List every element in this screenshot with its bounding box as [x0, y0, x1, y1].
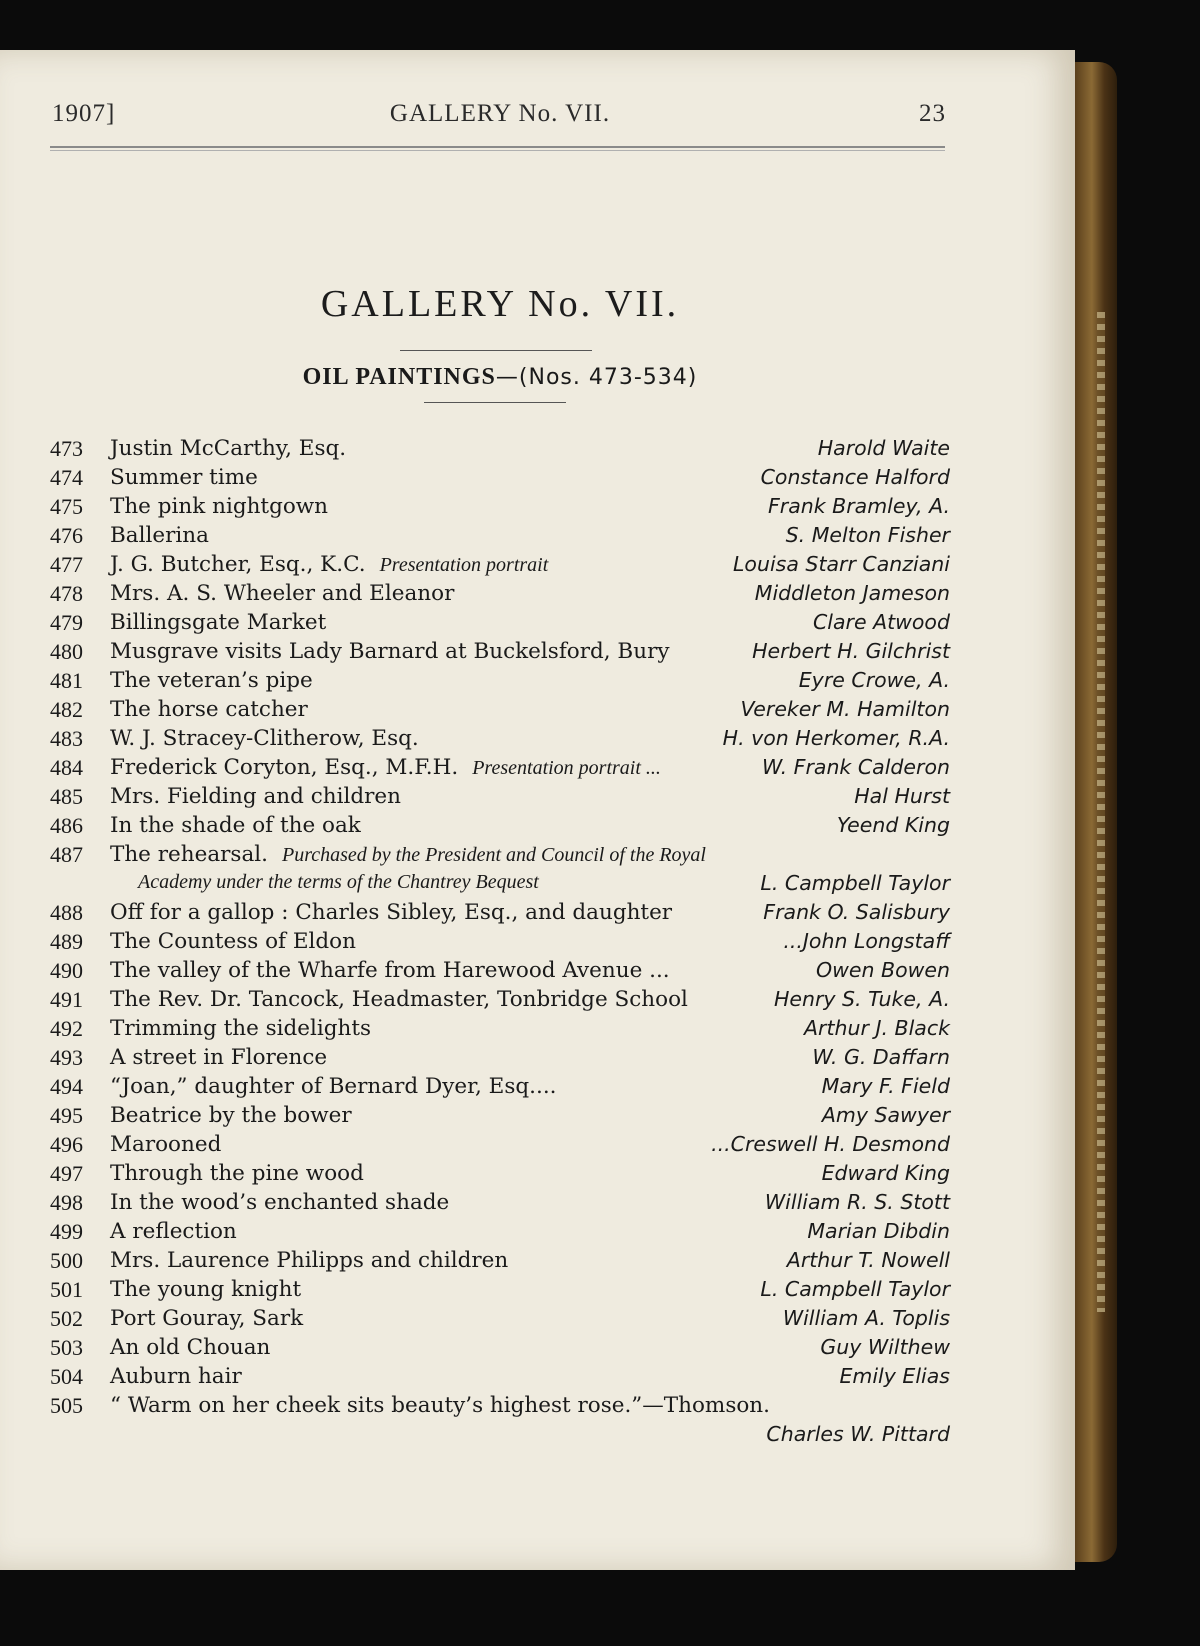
entry-title-text: The Countess of Eldon [110, 929, 356, 954]
entry-title [110, 1277, 301, 1302]
entry-artist: Owen Bowen [815, 958, 950, 982]
entry-artist: William R. S. Stott [764, 1190, 950, 1214]
entry-artist: L. Campbell Taylor [760, 871, 950, 895]
catalogue-entry [50, 929, 950, 958]
entry-artist: William A. Toplis [782, 1306, 950, 1330]
catalogue-entry [50, 1277, 950, 1306]
catalogue-entry [50, 581, 950, 610]
entry-title [110, 697, 308, 722]
entry-number: 475 [50, 494, 83, 519]
catalogue-entry [50, 1103, 950, 1132]
entry-title-text: An old Chouan [110, 1335, 271, 1360]
entry-number: 476 [50, 523, 83, 548]
catalogue-entry [50, 1074, 950, 1103]
entry-artist: Frank O. Salisbury [763, 900, 950, 924]
catalogue-entry [50, 1016, 950, 1045]
page-number: 23 [919, 100, 946, 127]
entry-title-text: Port Gouray, Sark [110, 1306, 304, 1331]
entry-number: 492 [50, 1016, 83, 1041]
entry-title-text: A street in Florence [110, 1045, 328, 1070]
entry-title [110, 1364, 242, 1389]
entry-continuation [50, 871, 950, 900]
entry-number: 490 [50, 958, 83, 983]
entry-number: 495 [50, 1103, 83, 1128]
entry-artist: L. Campbell Taylor [760, 1277, 950, 1301]
entry-title [110, 1306, 303, 1331]
section-subtitle [0, 364, 1000, 391]
subtitle-range: —(Nos. 473-534) [495, 365, 698, 390]
entry-title [110, 929, 356, 954]
entry-artist: W. Frank Calderon [762, 755, 950, 779]
entry-title-text: Trimming the sidelights [110, 1016, 372, 1041]
entry-title [110, 610, 326, 635]
entry-title-text: The Rev. Dr. Tancock, Headmaster, Tonbridge School [110, 987, 688, 1012]
entry-title [110, 784, 401, 809]
entry-title [110, 1393, 770, 1418]
entry-artist: Arthur T. Nowell [786, 1248, 950, 1272]
entry-number: 478 [50, 581, 83, 606]
running-head-year: 1907] [52, 100, 116, 127]
catalogue-entry [50, 1045, 950, 1074]
entry-artist: Amy Sawyer [821, 1103, 950, 1127]
entry-artist: Mary F. Field [821, 1074, 950, 1098]
entry-number: 487 [50, 842, 83, 867]
entry-title-text: In the shade of the oak [110, 813, 361, 838]
catalogue-entry [50, 465, 950, 494]
entry-number: 504 [50, 1364, 83, 1389]
entry-number: 503 [50, 1335, 83, 1360]
entry-title [110, 1161, 364, 1186]
entry-title [110, 1190, 449, 1215]
catalogue-entry [50, 726, 950, 755]
entry-title-text: The young knight [110, 1277, 302, 1302]
entry-title-text: Musgrave visits Lady Barnard at Buckelsford, Bury [110, 639, 670, 664]
catalogue-entry [50, 1306, 950, 1335]
entry-artist: Louisa Starr Canziani [733, 552, 950, 576]
catalogue-entry [50, 610, 950, 639]
entry-title [110, 1335, 270, 1360]
entry-title [110, 813, 361, 838]
subtitle-main: OIL PAINTINGS [302, 364, 496, 390]
entry-title [110, 552, 548, 577]
entry-title [110, 1132, 221, 1157]
entry-number: 493 [50, 1045, 83, 1070]
entry-artist: Marian Dibdin [807, 1219, 950, 1243]
entry-title-text: Justin McCarthy, Esq. [110, 436, 347, 461]
header-rule-thin [50, 150, 945, 151]
entry-title-text: The valley of the Wharfe from Harewood Avenue ... [110, 958, 670, 983]
entry-number: 474 [50, 465, 83, 490]
entry-title [110, 755, 661, 780]
entry-artist: Frank Bramley, A. [768, 494, 950, 518]
catalogue-entry [50, 813, 950, 842]
entry-title [110, 465, 258, 490]
entry-artist: Edward King [821, 1161, 950, 1185]
entry-title-text: Beatrice by the bower [110, 1103, 352, 1128]
catalogue-entry [50, 842, 950, 871]
catalogue-entry [50, 987, 950, 1016]
entry-number: 497 [50, 1161, 83, 1186]
entry-number: 496 [50, 1132, 83, 1157]
entry-number: 502 [50, 1306, 83, 1331]
entry-title [110, 1248, 508, 1273]
entry-title [110, 1016, 371, 1041]
catalogue-entry [50, 1190, 950, 1219]
entry-note: Presentation portrait [379, 554, 549, 576]
entry-title [110, 436, 346, 461]
catalogue-entry [50, 784, 950, 813]
catalogue-entry [50, 1161, 950, 1190]
catalogue-entry [50, 668, 950, 697]
entry-number: 479 [50, 610, 83, 635]
entry-artist: Middleton Jameson [754, 581, 950, 605]
entry-title-text: Frederick Coryton, Esq., M.F.H. [110, 755, 459, 780]
entry-note: Purchased by the President and Council of the Royal [281, 844, 706, 866]
entry-title-text: The pink nightgown [110, 494, 329, 519]
entry-artist: Guy Wilthew [820, 1335, 950, 1359]
entry-title-text: Mrs. Fielding and children [110, 784, 401, 809]
entry-title-text: W. J. Stracey-Clitherow, Esq. [110, 726, 419, 751]
entry-title [110, 726, 419, 751]
entry-number: 477 [50, 552, 83, 577]
catalogue-entry [50, 958, 950, 987]
entry-title-text: Summer time [110, 465, 258, 490]
catalogue-entry [50, 900, 950, 929]
catalogue-entry [50, 1393, 950, 1422]
catalogue-entry [50, 639, 950, 668]
entry-title-text: Mrs. Laurence Philipps and children [110, 1248, 509, 1273]
entry-number: 501 [50, 1277, 83, 1302]
catalogue-entry [50, 494, 950, 523]
entry-artist: Yeend King [836, 813, 950, 837]
catalogue-entry [50, 552, 950, 581]
entry-title-text: J. G. Butcher, Esq., K.C. [110, 552, 366, 577]
gallery-title: GALLERY No. VII. [320, 283, 680, 325]
entry-number: 485 [50, 784, 83, 809]
catalogue-entry [50, 523, 950, 552]
entry-title [110, 639, 670, 664]
entry-title [110, 581, 454, 606]
entry-title [110, 987, 688, 1012]
entry-title-text: Off for a gallop : Charles Sibley, Esq., and daughter [110, 900, 673, 925]
entry-artist: Clare Atwood [812, 610, 950, 634]
entry-note: Presentation portrait ... [472, 757, 661, 779]
running-head-title: GALLERY No. VII. [389, 100, 611, 127]
entry-number: 483 [50, 726, 83, 751]
catalogue-entry [50, 1364, 950, 1393]
entry-title-text: The rehearsal. [110, 842, 268, 867]
entry-title-text: The veteran’s pipe [110, 668, 313, 693]
entry-note-continued: Academy under the terms of the Chantrey Bequest [138, 871, 539, 893]
entry-artist: Emily Elias [839, 1364, 950, 1388]
entry-title-text: Auburn hair [110, 1364, 242, 1389]
entry-title [110, 1045, 327, 1070]
catalogue-entry [50, 1335, 950, 1364]
entry-number: 499 [50, 1219, 83, 1244]
entry-artist: Arthur J. Black [804, 1016, 950, 1040]
book-spine [1075, 62, 1117, 1562]
entry-title-text: Mrs. A. S. Wheeler and Eleanor [110, 581, 455, 606]
entry-artist: Charles W. Pittard [766, 1422, 950, 1446]
entry-title [110, 900, 672, 925]
entry-title [110, 668, 313, 693]
entry-number: 480 [50, 639, 83, 664]
entry-title [110, 1103, 352, 1128]
catalogue-entry [50, 1219, 950, 1248]
entry-artist: Constance Halford [760, 465, 950, 489]
entry-number: 484 [50, 755, 83, 780]
entry-title-text: A reflection [110, 1219, 237, 1244]
entry-artist: Eyre Crowe, A. [798, 668, 950, 692]
entry-title-text: Through the pine wood [110, 1161, 364, 1186]
entry-artist: Henry S. Tuke, A. [773, 987, 950, 1011]
entry-number: 494 [50, 1074, 83, 1099]
entry-number: 482 [50, 697, 83, 722]
entry-title-text: In the wood’s enchanted shade [110, 1190, 450, 1215]
entry-number: 505 [50, 1393, 83, 1418]
entry-number: 473 [50, 436, 83, 461]
catalogue-entry [50, 697, 950, 726]
entry-number: 486 [50, 813, 83, 838]
entry-artist: ...Creswell H. Desmond [711, 1132, 950, 1156]
subtitle-rule [424, 402, 566, 403]
entry-continuation [50, 1422, 950, 1451]
entry-number: 481 [50, 668, 83, 693]
catalogue-entry [50, 755, 950, 784]
entry-artist: S. Melton Fisher [785, 523, 950, 547]
entry-title [110, 1074, 556, 1099]
entry-number: 500 [50, 1248, 83, 1273]
catalogue-entry [50, 1132, 950, 1161]
entry-artist: ...John Longstaff [783, 929, 950, 953]
title-rule [400, 350, 592, 351]
entry-number: 498 [50, 1190, 83, 1215]
catalogue-entries [50, 436, 950, 1451]
entry-artist: Herbert H. Gilchrist [752, 639, 950, 663]
entry-artist: Harold Waite [817, 436, 950, 460]
entry-number: 488 [50, 900, 83, 925]
entry-title-text: Marooned [110, 1132, 222, 1157]
entry-artist: Hal Hurst [854, 784, 950, 808]
entry-number: 489 [50, 929, 83, 954]
entry-title [110, 494, 328, 519]
entry-artist: W. G. Daffarn [812, 1045, 950, 1069]
entry-title [110, 958, 670, 983]
entry-title-text: “Joan,” daughter of Bernard Dyer, Esq.... [110, 1074, 557, 1099]
entry-number: 491 [50, 987, 83, 1012]
entry-title [110, 523, 209, 548]
entry-title [110, 1219, 237, 1244]
entry-title-text: “ Warm on her cheek sits beauty’s highest rose.”—Thomson. [110, 1393, 770, 1418]
entry-title-text: The horse catcher [110, 697, 308, 722]
catalogue-entry [50, 1248, 950, 1277]
header-rule [50, 146, 945, 148]
catalogue-entry [50, 436, 950, 465]
entry-artist: H. von Herkomer, R.A. [722, 726, 950, 750]
entry-title [110, 842, 706, 867]
entry-title-text: Billingsgate Market [110, 610, 327, 635]
entry-title-text: Ballerina [110, 523, 209, 548]
entry-artist: Vereker M. Hamilton [740, 697, 950, 721]
